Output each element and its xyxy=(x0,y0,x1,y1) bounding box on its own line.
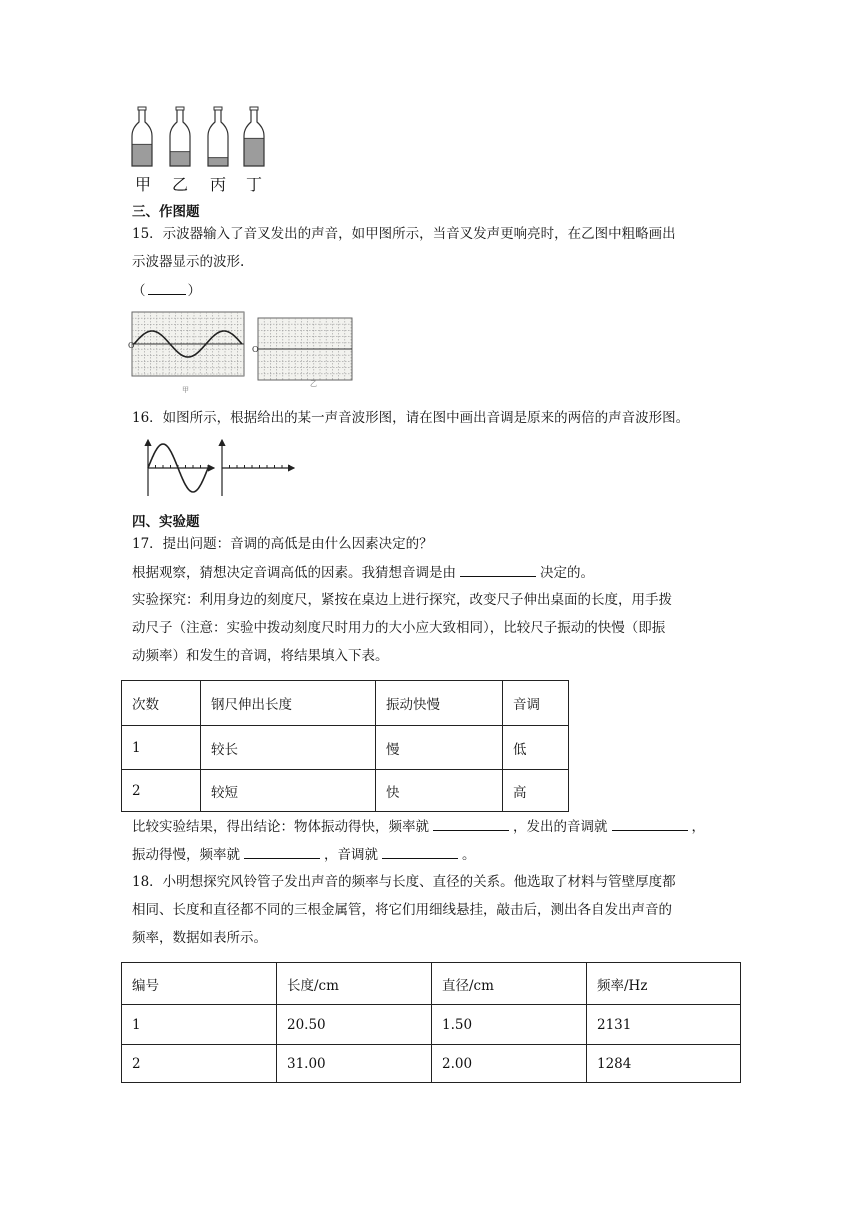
bottle-jia xyxy=(132,107,152,166)
q18-header-cell: 频率/Hz xyxy=(587,963,741,1005)
section-4-heading: 四、实验题 xyxy=(132,514,200,530)
q17-line4: 动尺子（注意：实验中拨动刻度尺时用力的大小应大致相同），比较尺子振动的快慢（即振 xyxy=(132,620,666,636)
answer-close-paren: ） xyxy=(187,283,201,299)
bottle-ding xyxy=(244,107,264,166)
q17-blank-freq-slow[interactable] xyxy=(244,844,320,859)
fig-label-jia: 甲 xyxy=(182,386,189,394)
q17-header-cell: 振动快慢 xyxy=(376,681,503,726)
bottle-yi xyxy=(170,107,190,166)
q17-line2-end: 决定的。 xyxy=(540,565,594,581)
q16-line1: 16．如图所示，根据给出的某一声音波形图，请在图中画出音调是原来的两倍的声音波形图。 xyxy=(132,410,690,426)
q15-line2: 示波器显示的波形. xyxy=(132,254,245,270)
oscilloscope-figure-jia xyxy=(128,310,248,396)
q17-cell: 2 xyxy=(122,770,201,812)
bottle-bing xyxy=(208,107,228,166)
q18-cell: 2 xyxy=(122,1045,277,1083)
table-row xyxy=(122,770,569,812)
table-row xyxy=(122,1005,741,1045)
q17-conclusion-line1 xyxy=(132,816,705,837)
bottle-label-bing: 丙 xyxy=(210,175,227,194)
q18-line1: 18．小明想探究风铃管子发出声音的频率与长度、直径的关系。他选取了材料与管壁厚度都 xyxy=(132,874,676,890)
q17-blank-pitch-low[interactable] xyxy=(382,844,458,859)
bottle-label-ding: 丁 xyxy=(246,175,263,194)
oscilloscope-figure-yi xyxy=(252,316,356,388)
q18-header-cell: 直径/cm xyxy=(432,963,587,1005)
q17-conc2-a: 振动得慢，频率就 xyxy=(132,847,240,863)
q17-cell: 1 xyxy=(122,726,201,770)
q17-conc2-b: ，音调就 xyxy=(324,847,378,863)
q17-cell: 较短 xyxy=(201,770,376,812)
bottle-label-yi: 乙 xyxy=(172,175,189,194)
fig-label-yi: 乙 xyxy=(310,380,317,388)
q18-cell: 1.50 xyxy=(432,1005,587,1045)
q18-table xyxy=(121,962,741,1083)
bottle-label-jia: 甲 xyxy=(135,175,152,194)
q17-conc2-c: 。 xyxy=(462,847,476,863)
q17-cell: 高 xyxy=(503,770,569,812)
q18-cell: 1284 xyxy=(587,1045,741,1083)
q18-cell: 2131 xyxy=(587,1005,741,1045)
q17-line5: 动频率）和发生的音调，将结果填入下表。 xyxy=(132,648,389,664)
q15-answer xyxy=(132,280,201,301)
q18-cell: 31.00 xyxy=(277,1045,432,1083)
table-row xyxy=(122,726,569,770)
q17-cell: 较长 xyxy=(201,726,376,770)
q18-header-cell: 长度/cm xyxy=(277,963,432,1005)
q17-blank-freq-fast[interactable] xyxy=(433,816,509,831)
q18-line2: 相同、长度和直径都不同的三根金属管，将它们用细线悬挂，敲击后，测出各自发出声音的 xyxy=(132,902,672,918)
q17-cell: 低 xyxy=(503,726,569,770)
q17-cell: 慢 xyxy=(376,726,503,770)
answer-open-paren: （ xyxy=(132,283,146,299)
q17-line2 xyxy=(132,562,594,583)
q17-conc1-a: 比较实验结果，得出结论：物体振动得快，频率就 xyxy=(132,819,429,835)
q18-cell: 1 xyxy=(122,1005,277,1045)
bottles-figure xyxy=(128,104,278,170)
q17-header-cell: 次数 xyxy=(122,681,201,726)
q17-conc1-c: ， xyxy=(691,819,705,835)
q15-answer-blank[interactable] xyxy=(148,280,186,295)
table-row xyxy=(122,1045,741,1083)
q18-cell: 20.50 xyxy=(277,1005,432,1045)
q17-header-cell: 钢尺伸出长度 xyxy=(201,681,376,726)
q17-line3: 实验探究：利用身边的刻度尺，紧按在桌边上进行探究，改变尺子伸出桌面的长度，用手拨 xyxy=(132,592,672,608)
q17-line1: 17．提出问题：音调的高低是由什么因素决定的？ xyxy=(132,536,433,552)
origin-label-jia: O xyxy=(128,341,135,350)
q17-conc1-b: ，发出的音调就 xyxy=(513,819,608,835)
q15-line1: 15．示波器输入了音叉发出的声音，如甲图所示，当音叉发声更响亮时，在乙图中粗略画出 xyxy=(132,226,676,242)
q17-line2-start: 根据观察，猜想决定音调高低的因素。我猜想音调是由 xyxy=(132,565,456,581)
q17-table xyxy=(121,680,569,812)
q17-blank-pitch-high[interactable] xyxy=(612,816,688,831)
origin-label-yi: O xyxy=(252,345,259,354)
q17-blank-factor[interactable] xyxy=(460,562,536,577)
q17-conclusion-line2 xyxy=(132,844,476,865)
q18-header-cell: 编号 xyxy=(122,963,277,1005)
section-3-heading: 三、作图题 xyxy=(132,204,200,220)
q17-cell: 快 xyxy=(376,770,503,812)
q16-wave-figure xyxy=(138,436,298,498)
q18-line3: 频率，数据如表所示。 xyxy=(132,930,267,946)
q18-cell: 2.00 xyxy=(432,1045,587,1083)
q17-header-cell: 音调 xyxy=(503,681,569,726)
